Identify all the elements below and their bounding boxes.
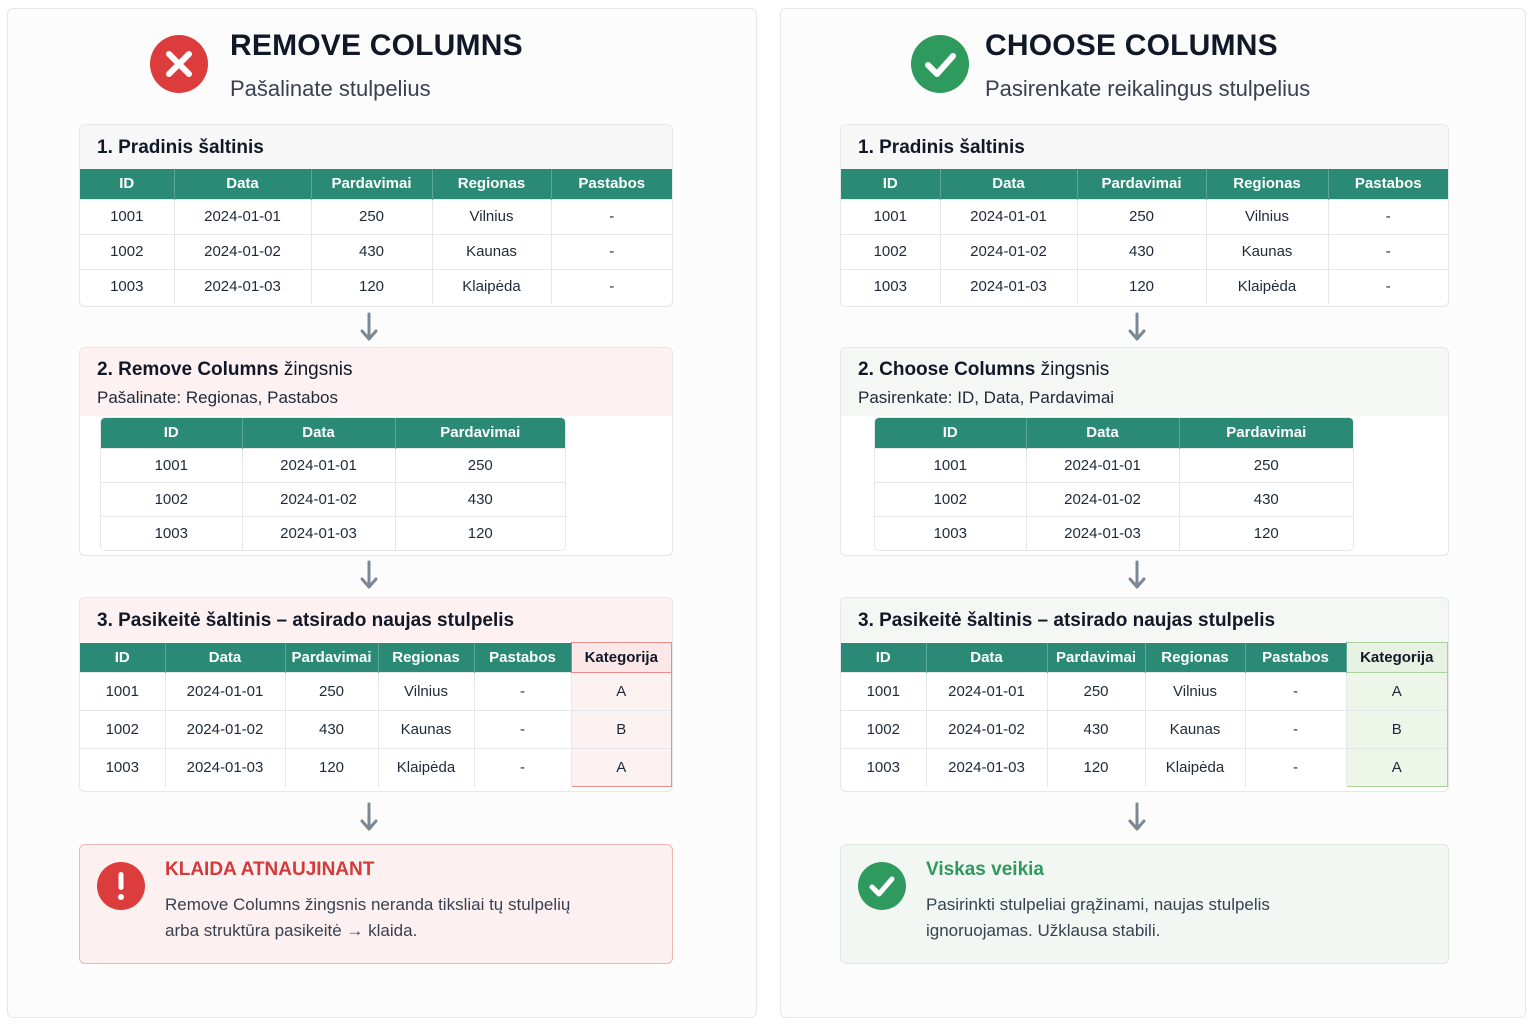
column-header: Regionas: [378, 643, 474, 673]
table-cell: 2024-01-02: [165, 711, 285, 749]
table-cell: Klaipėda: [432, 269, 551, 304]
source-table: [841, 169, 1448, 304]
table-cell: 1002: [841, 711, 926, 749]
step-subtitle: Pašalinate: Regionas, Pastabos: [97, 388, 338, 407]
table-row: [80, 749, 672, 787]
table-cell: -: [1245, 673, 1346, 711]
table-cell: 250: [285, 673, 378, 711]
column-header: Pastabos: [1245, 643, 1346, 673]
arrow-down-icon: [1127, 560, 1147, 590]
table-row: [875, 516, 1353, 550]
new-column-cell: B: [1346, 711, 1448, 749]
table-cell: 1003: [80, 269, 174, 304]
table-cell: 120: [285, 749, 378, 787]
column-header: Pardavimai: [1077, 169, 1206, 199]
table-row: [80, 711, 672, 749]
table-cell: 1001: [841, 673, 926, 711]
x-circle-icon: [150, 35, 208, 93]
table-cell: 2024-01-02: [940, 234, 1077, 269]
table-cell: Vilnius: [378, 673, 474, 711]
panel-subtitle: Pasirenkate reikalingus stulpelius: [985, 76, 1311, 101]
column-header: Pardavimai: [395, 418, 565, 448]
table-cell: Kaunas: [378, 711, 474, 749]
table-cell: 1003: [80, 749, 165, 787]
column-header: Pardavimai: [285, 643, 378, 673]
new-column-cell: A: [571, 749, 672, 787]
column-header: Pastabos: [474, 643, 571, 673]
exclamation-circle-icon: [97, 862, 145, 910]
table-cell: Kaunas: [1206, 234, 1328, 269]
arrow-down-icon: [359, 560, 379, 590]
table-row: [101, 448, 565, 482]
table-row: [875, 448, 1353, 482]
table-cell: Klaipėda: [378, 749, 474, 787]
table-cell: -: [474, 711, 571, 749]
column-header: Data: [242, 418, 395, 448]
new-column-header: Kategorija: [1346, 643, 1448, 673]
arrow-down-icon: [1127, 802, 1147, 832]
arrow-down-icon: [359, 312, 379, 342]
column-header: ID: [80, 169, 174, 199]
step-result-table: [101, 418, 565, 550]
table-row: [80, 199, 672, 234]
table-cell: 1001: [80, 673, 165, 711]
table-cell: 1003: [101, 516, 242, 550]
column-header: Pardavimai: [311, 169, 432, 199]
column-header: ID: [101, 418, 242, 448]
success-message: [926, 892, 1406, 944]
error-message-line: Remove Columns žingsnis neranda tiksliai tų stulpelių: [165, 895, 571, 914]
step-title: 2. Remove Columns žingsnis: [97, 359, 353, 380]
column-header: Regionas: [1145, 643, 1245, 673]
choose-columns-panel: [780, 8, 1526, 1018]
table-cell: 120: [311, 269, 432, 304]
table-cell: 1002: [80, 711, 165, 749]
step-result-table: [875, 418, 1353, 550]
table-cell: Klaipėda: [1145, 749, 1245, 787]
panel-subtitle: Pašalinate stulpelius: [230, 76, 431, 101]
arrow-down-icon: [1127, 312, 1147, 342]
column-header: Pastabos: [551, 169, 672, 199]
remove-columns-panel: [7, 8, 757, 1018]
column-header: Data: [1026, 418, 1179, 448]
table-cell: 2024-01-02: [1026, 482, 1179, 516]
table-cell: 1001: [875, 448, 1026, 482]
table-cell: -: [551, 199, 672, 234]
result-table-wrap: [874, 417, 1354, 551]
table-cell: 2024-01-01: [242, 448, 395, 482]
changed-source-table: [841, 642, 1448, 787]
changed-source-table: [80, 642, 672, 787]
table-cell: -: [1328, 234, 1448, 269]
table-cell: 2024-01-01: [1026, 448, 1179, 482]
table-cell: 250: [311, 199, 432, 234]
panel-header: [150, 27, 710, 107]
table-cell: 250: [1077, 199, 1206, 234]
column-header: ID: [841, 643, 926, 673]
table-cell: -: [551, 269, 672, 304]
column-header: Pardavimai: [1179, 418, 1353, 448]
table-row: [841, 269, 1448, 304]
card-title: 1. Pradinis šaltinis: [841, 125, 1448, 169]
table-cell: 2024-01-02: [174, 234, 311, 269]
table-row: [841, 199, 1448, 234]
table-cell: Kaunas: [1145, 711, 1245, 749]
table-cell: 430: [1047, 711, 1145, 749]
panel-title: CHOOSE COLUMNS: [985, 29, 1278, 62]
table-row: [101, 482, 565, 516]
table-cell: 1001: [80, 199, 174, 234]
table-cell: 250: [1179, 448, 1353, 482]
table-cell: 2024-01-01: [926, 673, 1047, 711]
table-cell: 2024-01-03: [940, 269, 1077, 304]
table-row: [841, 749, 1448, 787]
table-cell: 2024-01-03: [1026, 516, 1179, 550]
column-header: Data: [926, 643, 1047, 673]
table-cell: Vilnius: [1145, 673, 1245, 711]
table-cell: -: [1328, 269, 1448, 304]
step-title: 2. Choose Columns žingsnis: [858, 359, 1110, 380]
column-header: ID: [841, 169, 940, 199]
column-header: ID: [875, 418, 1026, 448]
table-cell: 1002: [875, 482, 1026, 516]
table-cell: 430: [285, 711, 378, 749]
error-result-box: [79, 844, 673, 964]
step-subtitle: Pasirenkate: ID, Data, Pardavimai: [858, 388, 1115, 407]
table-cell: -: [1328, 199, 1448, 234]
table-cell: 2024-01-01: [174, 199, 311, 234]
table-cell: 430: [1077, 234, 1206, 269]
card-title: 1. Pradinis šaltinis: [80, 125, 672, 169]
check-circle-icon: [858, 862, 906, 910]
source-table: [80, 169, 672, 304]
table-cell: 2024-01-02: [242, 482, 395, 516]
arrow-down-icon: [359, 802, 379, 832]
panel-header: [911, 27, 1471, 107]
table-cell: Klaipėda: [1206, 269, 1328, 304]
card-title: 3. Pasikeitė šaltinis – atsirado naujas stulpelis: [80, 598, 672, 642]
table-cell: 2024-01-03: [165, 749, 285, 787]
table-cell: Vilnius: [1206, 199, 1328, 234]
table-cell: 2024-01-02: [926, 711, 1047, 749]
table-cell: 2024-01-03: [242, 516, 395, 550]
new-column-cell: B: [571, 711, 672, 749]
table-row: [841, 711, 1448, 749]
table-cell: 1003: [841, 749, 926, 787]
table-cell: 1003: [875, 516, 1026, 550]
table-cell: 120: [1077, 269, 1206, 304]
table-cell: 1002: [101, 482, 242, 516]
table-cell: 1003: [841, 269, 940, 304]
table-cell: 430: [311, 234, 432, 269]
step-header: [80, 348, 672, 416]
column-header: Pastabos: [1328, 169, 1448, 199]
table-cell: 1001: [101, 448, 242, 482]
error-message: [165, 892, 645, 944]
table-cell: Vilnius: [432, 199, 551, 234]
table-cell: 2024-01-01: [940, 199, 1077, 234]
table-cell: 1002: [841, 234, 940, 269]
column-header: Regionas: [1206, 169, 1328, 199]
table-cell: 250: [395, 448, 565, 482]
table-cell: 1002: [80, 234, 174, 269]
check-circle-icon: [911, 35, 967, 91]
table-cell: 250: [1047, 673, 1145, 711]
table-row: [841, 673, 1448, 711]
remove-columns-step-card: [79, 347, 673, 556]
table-cell: 120: [1179, 516, 1353, 550]
table-cell: 120: [1047, 749, 1145, 787]
success-message-line: Pasirinkti stulpeliai grąžinami, naujas stulpelis: [926, 895, 1270, 914]
step-header: [841, 348, 1448, 416]
table-row: [80, 234, 672, 269]
error-message-line: arba struktūra pasikeitė → klaida.: [165, 921, 418, 940]
new-column-header: Kategorija: [571, 643, 672, 673]
column-header: Pardavimai: [1047, 643, 1145, 673]
table-row: [101, 516, 565, 550]
table-cell: 120: [395, 516, 565, 550]
new-column-cell: A: [1346, 749, 1448, 787]
choose-columns-step-card: [840, 347, 1449, 556]
table-cell: 2024-01-01: [165, 673, 285, 711]
source-card: [79, 124, 673, 307]
table-cell: 430: [1179, 482, 1353, 516]
success-result-box: [840, 844, 1449, 964]
column-header: ID: [80, 643, 165, 673]
result-table-wrap: [100, 417, 566, 551]
success-message-line: ignoruojamas. Užklausa stabili.: [926, 921, 1161, 940]
table-cell: 2024-01-03: [926, 749, 1047, 787]
column-header: Data: [165, 643, 285, 673]
error-title: KLAIDA ATNAUJINANT: [165, 859, 375, 880]
table-cell: -: [551, 234, 672, 269]
table-cell: Kaunas: [432, 234, 551, 269]
column-header: Data: [174, 169, 311, 199]
panel-title: REMOVE COLUMNS: [230, 29, 523, 62]
table-cell: -: [1245, 749, 1346, 787]
column-header: Data: [940, 169, 1077, 199]
table-cell: -: [1245, 711, 1346, 749]
column-header: Regionas: [432, 169, 551, 199]
table-cell: -: [474, 673, 571, 711]
success-title: Viskas veikia: [926, 859, 1044, 880]
table-row: [875, 482, 1353, 516]
source-card: [840, 124, 1449, 307]
table-row: [80, 673, 672, 711]
new-column-cell: A: [571, 673, 672, 711]
table-cell: -: [474, 749, 571, 787]
table-cell: 2024-01-03: [174, 269, 311, 304]
table-cell: 430: [395, 482, 565, 516]
changed-source-card: [840, 597, 1449, 792]
new-column-cell: A: [1346, 673, 1448, 711]
table-row: [841, 234, 1448, 269]
table-cell: 1001: [841, 199, 940, 234]
card-title: 3. Pasikeitė šaltinis – atsirado naujas stulpelis: [841, 598, 1448, 642]
changed-source-card: [79, 597, 673, 792]
table-row: [80, 269, 672, 304]
